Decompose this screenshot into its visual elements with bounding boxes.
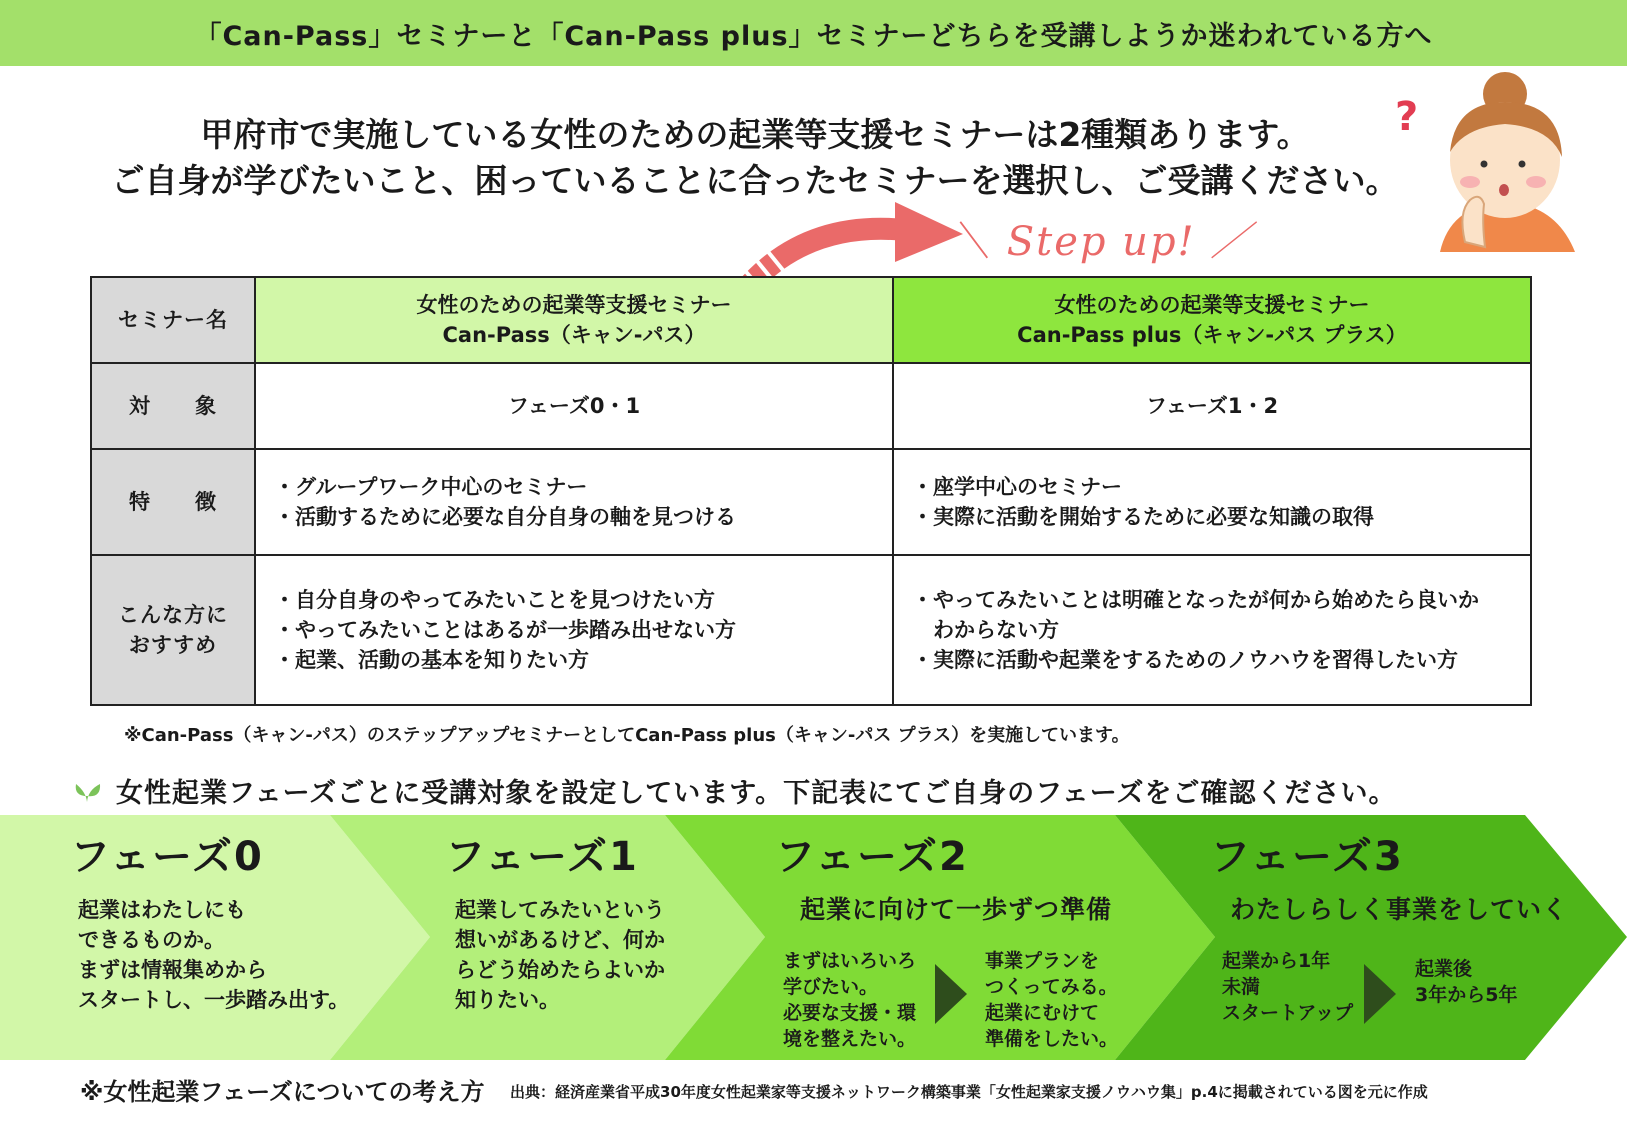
phase-concept-caption: ※女性起業フェーズについての考え方	[80, 1078, 485, 1106]
phase-2-title: フェーズ2	[775, 834, 969, 880]
step-up-label: ＼ Step up! ／	[950, 219, 1253, 265]
text-line: できるものか。	[78, 928, 225, 952]
text-line: 事業プランを	[985, 950, 1100, 972]
list-item: ・活動するために必要な自分自身の軸を見つける	[274, 505, 736, 529]
list-item: ・グループワーク中心のセミナー	[274, 475, 588, 499]
intro-line-2: ご自身が学びたいこと、困っていることに合ったセミナーを選択し、ご受講ください。	[111, 161, 1399, 200]
list-item: ・実際に活動や起業をするためのノウハウを習得したい方	[912, 648, 1458, 672]
step-up-note: ※Can-Pass（キャン-パス）のステップアップセミナーとしてCan-Pass plus（キャン-パス プラス）を実施しています。	[124, 725, 1130, 746]
canpass-phase: フェーズ0・1	[255, 363, 893, 449]
canpass-features	[255, 449, 893, 555]
phase-2-step-b	[985, 948, 1118, 1052]
list-item: ・起業、活動の基本を知りたい方	[274, 648, 589, 672]
text-line: スタートし、一歩踏み出す。	[78, 988, 350, 1012]
list-item: ・自分自身のやってみたいことを見つけたい方	[274, 588, 715, 612]
list-item: ・座学中心のセミナー	[912, 475, 1122, 499]
text-line: まずは情報集めから	[78, 958, 267, 982]
text-line: 起業から1年	[1222, 950, 1331, 972]
row-header-recommend	[91, 555, 255, 705]
plus-title-1: 女性のための起業等支援セミナー	[1054, 293, 1370, 317]
text-line: 起業はわたしにも	[78, 898, 246, 922]
list-item: ・実際に活動を開始するために必要な知識の取得	[912, 505, 1374, 529]
seminar-comparison-table	[90, 276, 1532, 706]
recommend-label-2: おすすめ	[128, 633, 218, 657]
phase-section-heading	[72, 771, 1396, 810]
intro-line-1: 甲府市で実施している女性のための起業等支援セミナーは2種類あります。	[200, 115, 1310, 154]
canpass-title-2: Can-Pass（キャン-パス）	[442, 323, 706, 347]
canpass-recommend	[255, 555, 893, 705]
phase-3-subtitle: わたしらしく事業をしていく	[1230, 895, 1569, 924]
phase-1-text	[455, 895, 665, 1015]
phase-3-step-a	[1222, 948, 1353, 1026]
phase-1-title: フェーズ1	[445, 834, 639, 880]
text-line: 必要な支援・環	[783, 1002, 917, 1024]
canpass-title-1: 女性のための起業等支援セミナー	[416, 293, 732, 317]
phase-3-title: フェーズ3	[1210, 834, 1404, 880]
text-line: 知りたい。	[455, 988, 560, 1012]
banner-text: 「Can-Pass」セミナーと「Can-Pass plus」セミナーどちらを受講しようか迷われている方へ	[194, 20, 1433, 52]
list-item: ・やってみたいことはあるが一歩踏み出せない方	[274, 618, 736, 642]
phase-3-step-b	[1415, 956, 1517, 1008]
phase-3-next-arrow-icon	[1364, 964, 1396, 1024]
sprout-icon	[72, 778, 102, 804]
thinking-woman-illustration	[1395, 72, 1585, 252]
text-line: 準備をしたい。	[985, 1028, 1119, 1050]
text-line: 未満	[1222, 976, 1261, 998]
canpass-header	[255, 277, 893, 363]
text-line: スタートアップ	[1222, 1002, 1354, 1024]
text-line: 起業してみたいという	[455, 898, 665, 922]
top-banner	[0, 0, 1627, 66]
text-line: まずはいろいろ	[783, 950, 917, 972]
intro-text	[90, 112, 1420, 204]
plus-features	[893, 449, 1531, 555]
text-line: 起業後	[1415, 958, 1473, 980]
phase-0-title: フェーズ0	[70, 834, 264, 880]
phase-0-text	[78, 895, 349, 1015]
text-line: 起業にむけて	[985, 1002, 1100, 1024]
row-header-features: 特 徴	[91, 449, 255, 555]
text-line: つくってみる。	[985, 976, 1118, 998]
phase-section-text: 女性起業フェーズごとに受講対象を設定しています。下記表にてご自身のフェーズをご確認ください。	[116, 778, 1397, 809]
row-header-name: セミナー名	[91, 277, 255, 363]
text-line: 境を整えたい。	[783, 1028, 917, 1050]
text-line: 想いがあるけど、何か	[455, 928, 665, 952]
question-mark-icon: ?	[1395, 94, 1419, 140]
list-item: わからない方	[912, 618, 1059, 642]
text-line: 学びたい。	[783, 976, 879, 998]
phase-2-next-arrow-icon	[935, 964, 967, 1024]
plus-phase: フェーズ1・2	[893, 363, 1531, 449]
row-header-target: 対 象	[91, 363, 255, 449]
plus-recommend	[893, 555, 1531, 705]
plus-title-2: Can-Pass plus（キャン-パス プラス）	[1017, 323, 1407, 347]
phase-2-step-a	[783, 948, 916, 1052]
canpass-plus-header	[893, 277, 1531, 363]
text-line: 3年から5年	[1415, 984, 1518, 1006]
text-line: らどう始めたらよいか	[455, 958, 665, 982]
phase-2-subtitle: 起業に向けて一歩ずつ準備	[800, 895, 1113, 924]
source-citation: 出典：経済産業省平成30年度女性起業家等支援ネットワーク構築事業「女性起業家支援ノウハウ集」p.4に掲載されている図を元に作成	[510, 1083, 1428, 1101]
recommend-label-1: こんな方に	[118, 603, 228, 627]
list-item: ・やってみたいことは明確となったが何から始めたら良いか	[912, 588, 1479, 612]
